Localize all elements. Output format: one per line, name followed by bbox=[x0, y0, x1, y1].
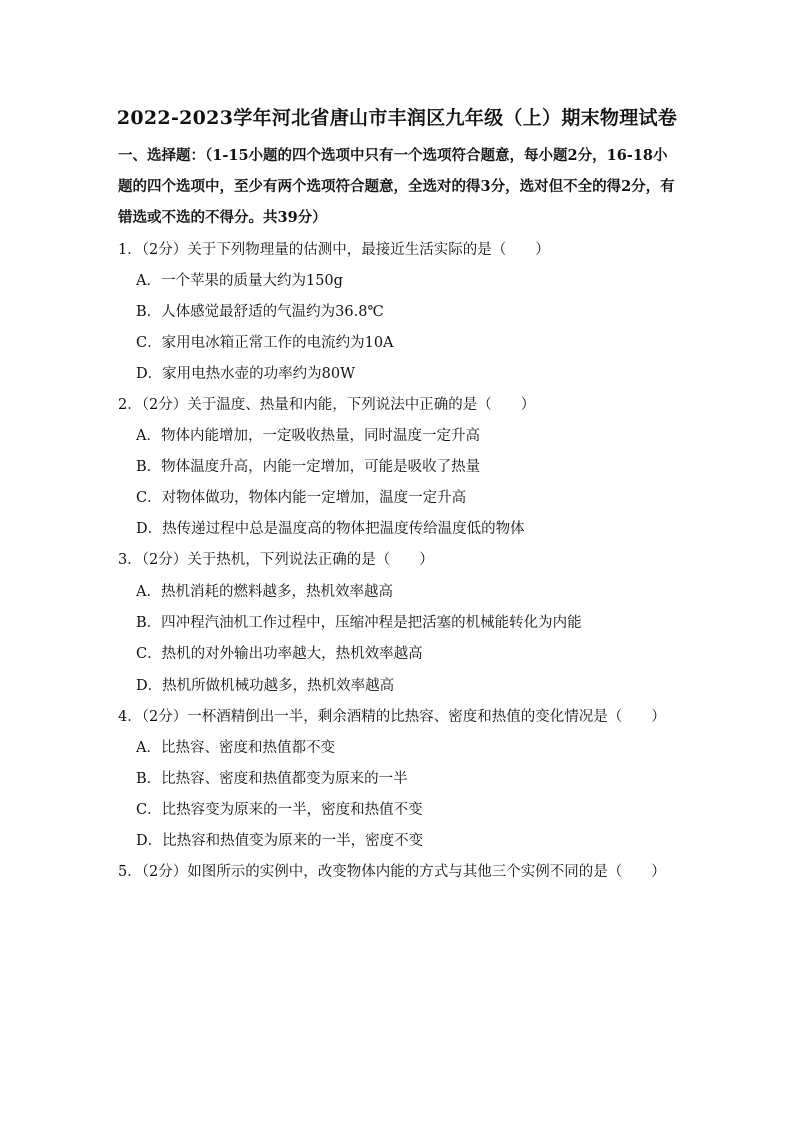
question-5-stem: 5．（2分）如图所示的实例中，改变物体内能的方式与其他三个实例不同的是（ ） bbox=[118, 864, 666, 880]
question-3-option-a: A．热机消耗的燃料越多，热机效率越高 bbox=[136, 584, 393, 600]
question-2-option-b: B．物体温度升高，内能一定增加，可能是吸收了热量 bbox=[136, 459, 481, 475]
question-2-option-c: C．对物体做功，物体内能一定增加，温度一定升高 bbox=[136, 490, 467, 506]
question-4-option-b: B．比热容、密度和热值都变为原来的一半 bbox=[136, 771, 408, 787]
question-4-stem: 4．（2分）一杯酒精倒出一半，剩余酒精的比热容、密度和热值的变化情况是（ ） bbox=[118, 709, 666, 725]
question-1-stem: 1．（2分）关于下列物理量的估测中，最接近生活实际的是（ ） bbox=[118, 242, 550, 258]
document-title: 2022-2023学年河北省唐山市丰润区九年级（上）期末物理试卷 bbox=[116, 107, 678, 129]
question-1-option-d: D．家用电热水壶的功率约为80W bbox=[136, 366, 355, 382]
question-3-option-c: C．热机的对外输出功率越大，热机效率越高 bbox=[136, 646, 423, 662]
question-3-option-d: D．热机所做机械功越多，热机效率越高 bbox=[136, 678, 395, 694]
question-2-option-a: A．物体内能增加，一定吸收热量，同时温度一定升高 bbox=[136, 428, 480, 444]
question-4-option-d: D．比热容和热值变为原来的一半，密度不变 bbox=[136, 833, 424, 849]
question-2-option-d: D．热传递过程中总是温度高的物体把温度传给温度低的物体 bbox=[136, 521, 525, 537]
question-1-option-b: B．人体感觉最舒适的气温约为36.8℃ bbox=[136, 304, 384, 320]
question-2-stem: 2．（2分）关于温度、热量和内能，下列说法中正确的是（ ） bbox=[118, 397, 536, 413]
question-4-option-a: A．比热容、密度和热值都不变 bbox=[136, 740, 335, 756]
question-3-stem: 3．（2分）关于热机，下列说法正确的是（ ） bbox=[118, 552, 434, 568]
question-4-option-c: C．比热容变为原来的一半，密度和热值不变 bbox=[136, 802, 423, 818]
question-1-option-a: A．一个苹果的质量大约为150g bbox=[136, 273, 343, 289]
question-3-option-b: B．四冲程汽油机工作过程中，压缩冲程是把活塞的机械能转化为内能 bbox=[136, 615, 582, 631]
section-header: 一、选择题：（1-15小题的四个选项中只有一个选项符合题意，每小题2分，16-18小题的四个选项中，至少有两个选项符合题意，全选对的得3分，选对但不全的得2分，有错选或不选的不得分。共39分） bbox=[118, 147, 675, 226]
question-1-option-c: C．家用电冰箱正常工作的电流约为10A bbox=[136, 335, 394, 351]
